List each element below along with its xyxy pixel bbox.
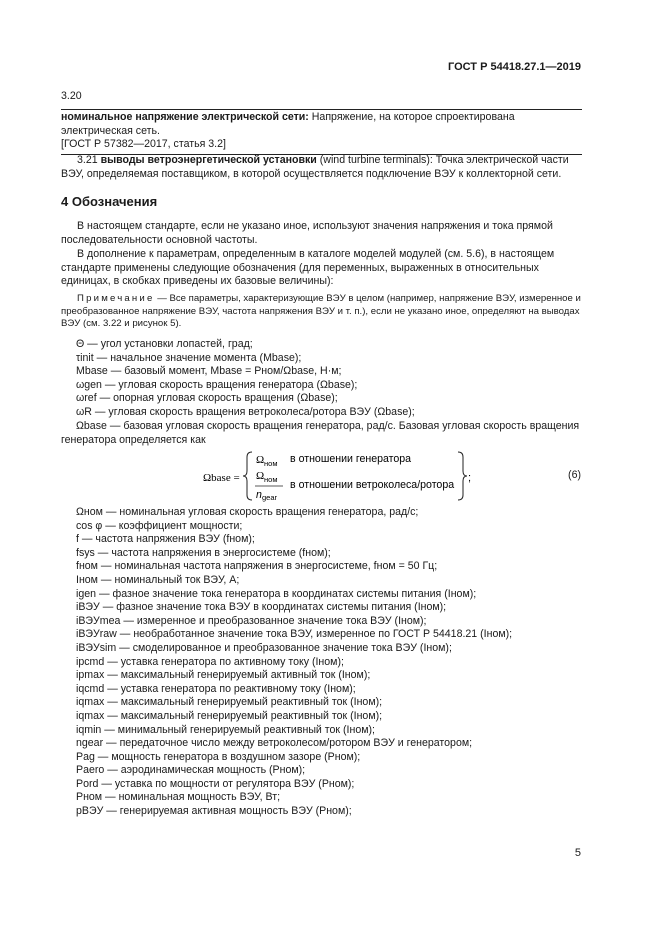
- equation-number: (6): [568, 469, 581, 481]
- symbol-item: ipcmd — уставка генератора по активному току (Iном);: [76, 655, 344, 668]
- equation-6: [200, 448, 590, 504]
- note-text: — Все параметры, характеризующие ВЭУ в целом (например, напряжение ВЭУ, измеренное и преобразованное напряжение ВЭУ, частота напряжения ВЭУ и т. п.), если не указано иное, определяют на выводах ВЭУ (см. 3.22 и рисунок 5).: [61, 292, 581, 330]
- section-body: [61, 220, 582, 331]
- symbol-item: ωgen — угловая скорость вращения генератора (Ωbase);: [76, 378, 358, 391]
- symbol-item: ngear — передаточное число между ветроколесом/ротором ВЭУ и генератором;: [76, 737, 473, 750]
- svg-text:n: n: [256, 489, 262, 501]
- svg-text:ном: ном: [264, 475, 278, 484]
- section-title: 4 Обозначения: [61, 194, 158, 209]
- symbol-item: Ωbase — базовая угловая скорость вращения генератора, рад/с. Базовая угловая скорость вращения генератора определяется как: [61, 420, 580, 446]
- symbol-list: [76, 338, 582, 420]
- clause-3-21: [61, 154, 582, 182]
- symbol-item: iqcmd — уставка генератора по реактивному току (Iном);: [76, 682, 356, 695]
- paragraph: В дополнение к параметрам, определенным в каталоге моделей модулей (см. 5.6), в настоящем стандарте применены следующие обозначения (для переменных, выраженных в относительных единицах, в скобках приведены их базовые величины):: [61, 248, 555, 288]
- reference: [ГОСТ Р 57382—2017, статья 3.2]: [61, 138, 226, 151]
- note: [61, 293, 582, 331]
- clause-number: 3.20: [61, 90, 82, 102]
- symbol-list: [76, 506, 582, 819]
- symbol-item: iqmin — минимальный генерируемый реактивный ток (Iном);: [76, 723, 375, 736]
- note-label: Примечание: [77, 292, 155, 304]
- symbol-item: iВЭУraw — необработанное значение тока ВЭУ, измеренное по ГОСТ Р 54418.21 (Iном);: [76, 628, 513, 641]
- svg-text:;: ;: [468, 472, 472, 484]
- symbol-item: ωR — угловая скорость вращения ветроколеса/ротора ВЭУ (Ωbase);: [76, 405, 415, 418]
- symbol-item: Ωном — номинальная угловая скорость вращения генератора, рад/с;: [76, 506, 419, 518]
- symbol-item: pВЭУ — генерируемая активная мощность ВЭУ (Pном);: [76, 805, 352, 818]
- equation-case: в отношении ветроколеса/ротора: [290, 479, 455, 491]
- symbol-item: Θ — угол установки лопастей, град;: [76, 338, 253, 350]
- symbol-item: f — частота напряжения ВЭУ (fном);: [76, 533, 255, 546]
- symbol-item: τinit — начальное значение момента (Mbase);: [76, 351, 302, 364]
- page-number: 5: [574, 847, 581, 859]
- term: выводы ветроэнергетической установки: [100, 154, 317, 166]
- equation-lhs: Ωbase =: [203, 472, 240, 484]
- symbol-item: Pord — уставка по мощности от регулятора ВЭУ (Pном);: [76, 777, 355, 790]
- definition: (wind turbine terminals): Точка электрической части ВЭУ, определяемая поставщиком, в которой осуществляется подключение ВЭУ к коллекторной сети.: [61, 154, 569, 180]
- symbol-item: cos φ — коэффициент мощности;: [76, 519, 243, 532]
- definition: Напряжение, на которое спроектирована электрическая сеть.: [61, 111, 515, 137]
- symbol-item: fsys — частота напряжения в энергосистеме (fном);: [76, 546, 331, 559]
- symbol-item: fном — номинальная частота напряжения в энергосистеме, fном = 50 Гц;: [76, 560, 438, 573]
- svg-text:Ω: Ω: [256, 454, 265, 466]
- symbol-item: Paero — аэродинамическая мощность (Pном);: [76, 764, 306, 777]
- svg-text:gear: gear: [262, 493, 278, 502]
- paragraph: В настоящем стандарте, если не указано иное, используют значения напряжения и тока прямой последовательности основной частоты.: [61, 220, 553, 246]
- symbol-item: Pag — мощность генератора в воздушном зазоре (Pном);: [76, 750, 361, 763]
- document-header: ГОСТ Р 54418.27.1—2019: [447, 61, 581, 73]
- symbol-item: ωref — опорная угловая скорость вращения (Ωbase);: [76, 392, 338, 405]
- symbol-item: iВЭУsim — смоделированное и преобразованное значение тока ВЭУ (Iном);: [76, 641, 452, 654]
- term: номинальное напряжение электрической сети:: [61, 111, 309, 123]
- term-box: [61, 109, 582, 155]
- symbol-item: Iном — номинальный ток ВЭУ, А;: [76, 573, 240, 586]
- svg-text:Ω: Ω: [256, 470, 265, 482]
- symbol-item: ipmax — максимальный генерируемый активный ток (Iном);: [76, 669, 371, 682]
- svg-text:ном: ном: [264, 459, 278, 468]
- symbol-item: iqmax — максимальный генерируемый реактивный ток (Iном);: [76, 696, 383, 709]
- clause-number: 3.21: [77, 154, 101, 166]
- symbol-item: iВЭУ — фазное значение тока ВЭУ в координатах системы питания (Iном);: [76, 601, 447, 614]
- symbol-item: Pном — номинальная мощность ВЭУ, Вт;: [76, 791, 281, 804]
- symbol-item: iВЭУmea — измеренное и преобразованное значение тока ВЭУ (Iном);: [76, 614, 427, 627]
- equation-case: в отношении генератора: [290, 453, 412, 465]
- symbol-item: Mbase — базовый момент, Mbase = Pном/Ωbase, Н·м;: [76, 365, 342, 378]
- symbol-item: igen — фазное значение тока генератора в координатах системы питания (Iном);: [76, 587, 477, 600]
- symbol-item: iqmax — максимальный генерируемый реактивный ток (Iном);: [76, 709, 383, 722]
